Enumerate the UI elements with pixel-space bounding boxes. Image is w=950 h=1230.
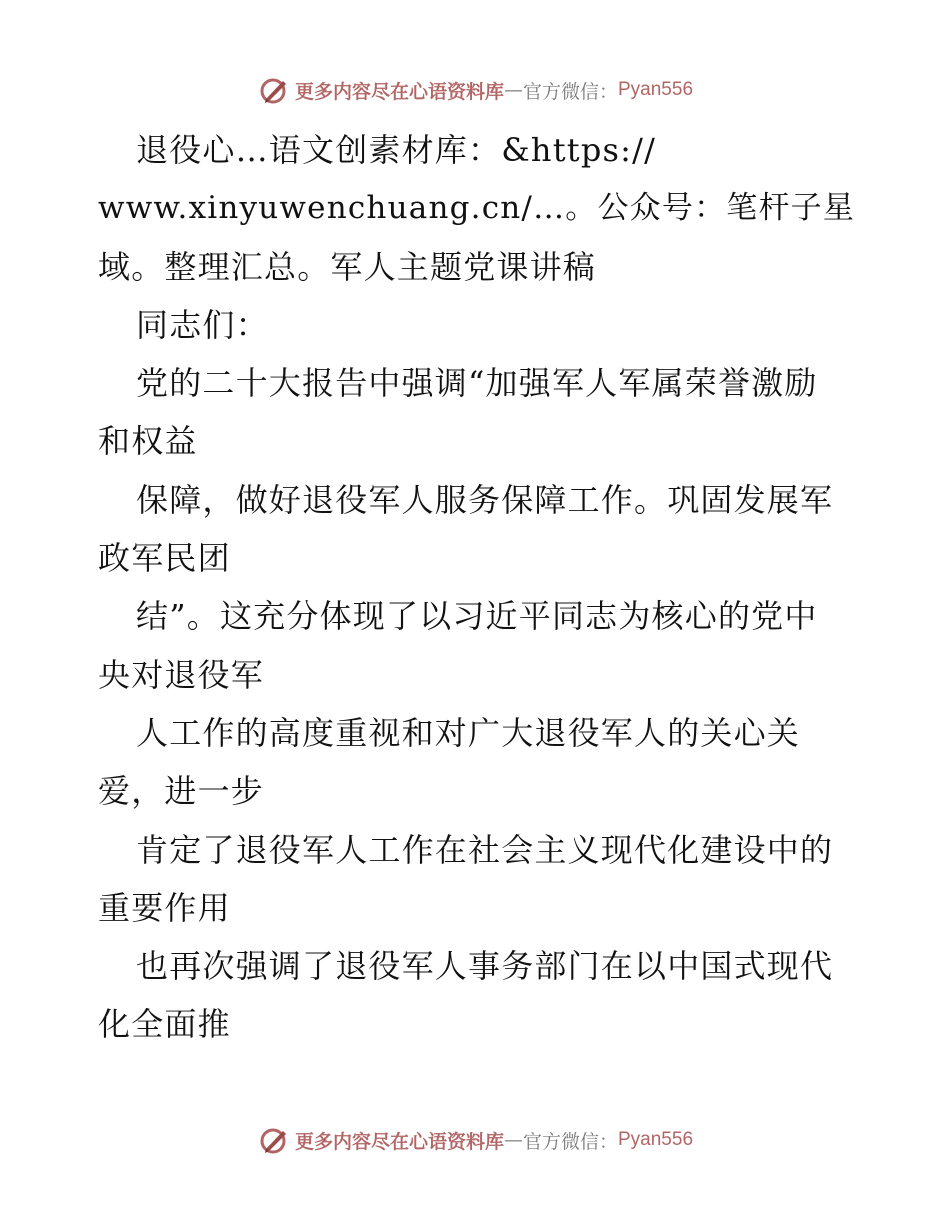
- text-line: 结”。这充分体现了以习近平同志为核心的党中: [136, 597, 818, 636]
- text-line: 域。整理汇总。军人主题党课讲稿: [98, 247, 597, 286]
- watermark-main-text: 更多内容尽在心语资料库: [294, 1130, 504, 1153]
- watermark-separator: —: [503, 79, 523, 101]
- watermark-sub-text: 官方微信：: [522, 1130, 618, 1153]
- watermark-id: Pyan556: [618, 79, 694, 100]
- text-line: 化全面推: [98, 1005, 231, 1044]
- text-line: 央对退役军: [98, 655, 265, 694]
- pen-logo-icon: [257, 73, 291, 107]
- pen-logo-icon: [257, 1123, 291, 1157]
- text-line: 也再次强调了退役军人事务部门在以中国式现代: [136, 947, 834, 986]
- watermark-main-text: 更多内容尽在心语资料库: [294, 80, 504, 103]
- text-line: 政军民团: [98, 539, 231, 578]
- text-line: 和权益: [98, 422, 198, 461]
- text-line: 爱，进一步: [98, 772, 265, 811]
- document-body: [98, 121, 858, 1054]
- watermark-sub-text: 官方微信：: [522, 80, 618, 103]
- text-line: 保障，做好退役军人服务保障工作。巩固发展军: [136, 480, 834, 519]
- text-line: 退役心…语文创素材库：&https://: [136, 131, 657, 169]
- watermark-id: Pyan556: [618, 1129, 694, 1150]
- text-line: 同志们：: [136, 305, 269, 344]
- watermark-footer: [0, 1118, 950, 1162]
- text-line: www.xinyuwenchuang.cn/…。公众号：笔杆子星: [98, 190, 856, 227]
- watermark-header: [0, 68, 950, 112]
- text-line: 党的二十大报告中强调“加强军人军属荣誉激励: [136, 364, 818, 403]
- text-line: 重要作用: [98, 888, 231, 927]
- text-line: 人工作的高度重视和对广大退役军人的关心关: [136, 713, 801, 752]
- text-line: 肯定了退役军人工作在社会主义现代化建设中的: [136, 830, 834, 869]
- watermark-separator: —: [503, 1129, 523, 1151]
